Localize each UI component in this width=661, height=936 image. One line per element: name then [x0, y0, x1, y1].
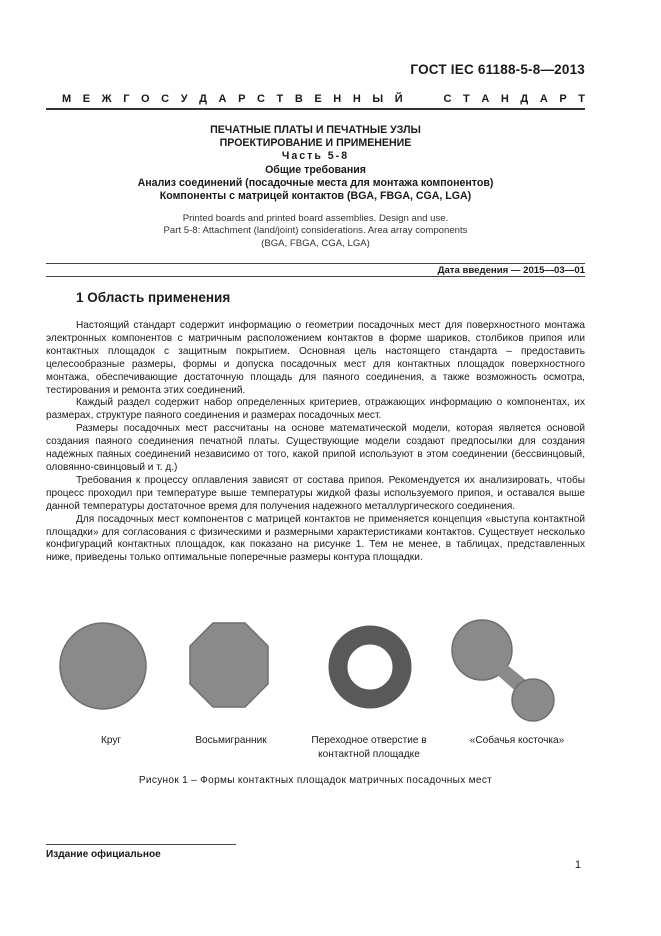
banner-letter — [414, 93, 417, 105]
via-in-pad-ring-shape — [338, 635, 402, 699]
title-block — [46, 124, 585, 203]
title-line-5: Анализ соединений (посадочные места для монтажа компонентов) — [137, 176, 494, 189]
banner-letter: О — [141, 93, 150, 105]
intro-date-rule-bottom — [46, 276, 585, 277]
english-title-line-1: Printed boards and printed board assemblies. Design and use. — [182, 213, 449, 224]
interstate-standard-banner — [62, 93, 585, 105]
title-line-6: Компоненты с матрицей контактов (BGA, FBGA, CGA, LGA) — [159, 190, 472, 203]
circle-pad-shape — [60, 623, 146, 709]
caption-dogbone: «Собачья косточка» — [469, 735, 565, 746]
paragraph: Для посадочных мест компонентов с матрицей контактов не применяется концепция «выступа контактной площадки» для согласования с физическими и размерными характеристиками контактов. Существует несколько конфигураций контактных площадок, как показано на рисунке 1. Тем не менее, в таблицах, представленных ниже, приведены только оптимальные поперечные размеры контура площадки. — [46, 513, 585, 564]
standard-code: ГОСТ IEC 61188-5-8—2013 — [410, 62, 585, 77]
figure-1 — [46, 612, 585, 742]
body-text — [46, 320, 585, 565]
banner-letter: Т — [276, 93, 284, 105]
banner-letter: С — [161, 93, 170, 105]
banner-letter: Р — [559, 93, 567, 105]
banner-letter: У — [180, 93, 188, 105]
intro-date-rule-top — [46, 263, 585, 264]
banner-letter: Д — [520, 93, 529, 105]
caption-octagon: Восьмигранник — [195, 735, 267, 746]
section-title: 1 Область применения — [76, 290, 231, 305]
banner-letter: С — [257, 93, 265, 105]
dogbone-pad-shape — [452, 620, 554, 721]
paragraph: Требования к процессу оплавления зависят от состава припоя. Рекомендуется их анализировать, чтобы процесс проходил при температуре выше температуры жидкой фазы используемого припоя, и оставался выше данной температуры достаточное время для получения надежного металлургического соединения. — [46, 474, 585, 512]
banner-letter: Ы — [372, 93, 384, 105]
caption-via-in-pad — [296, 734, 442, 762]
figure-1-drawing — [46, 612, 585, 732]
banner-letter: Е — [82, 93, 91, 105]
figure-title: Рисунок 1 – Формы контактных площадок матричных посадочных мест — [138, 775, 493, 786]
banner-letter: Р — [238, 93, 246, 105]
intro-date: Дата введения — 2015—03—01 — [437, 265, 585, 276]
caption-via-line-1: Переходное отверстие в — [311, 735, 427, 746]
banner-letter: Н — [500, 93, 509, 105]
banner-letter: Д — [199, 93, 207, 105]
paragraph: Каждый раздел содержит набор определенных критериев, отражающих информацию о компонентах, их размерах, структуре паяного соединения и размерах посадочных мест. — [46, 397, 585, 422]
banner-letter: Й — [394, 93, 403, 105]
caption-via-line-2: контактной площадке — [318, 749, 420, 760]
octagon-pad-shape — [190, 623, 268, 707]
banner-letter: А — [218, 93, 227, 105]
banner-letter: Е — [314, 93, 322, 105]
banner-letter: Н — [352, 93, 361, 105]
title-part: Часть 5-8 — [281, 150, 350, 163]
english-title-line-3: (BGA, FBGA, CGA, LGA) — [261, 237, 370, 249]
paragraph: Настоящий стандарт содержит информацию о геометрии посадочных мест для поверхностного монтажа электронных компонентов с матричным расположением контактов в форме шариков, столбиков припоя или контактных площадок с защитным покрытием. Основная цель настоящего стандарта – предоставить целесообразные размеры, формы и допуска посадочных мест для контактных площадок поверхностного монтажа, обеспечивающие достаточную площадь для паяного соединения, а также возможность осмотра, тестирования и ремонта этих соединений. — [46, 320, 585, 396]
paragraph: Размеры посадочных мест рассчитаны на основе математической модели, которая является основой создания паяного соединения печатной платы. Существующие модели создают предпосылки для создания надежных паяных соединений независимо от того, какой припой используют в этом соединении (бессвинцовый, оловянно-свинцовый и т. д.) — [46, 423, 585, 473]
title-line-4: Общие требования — [265, 163, 366, 176]
banner-letter: М — [62, 93, 72, 105]
banner-letter: Н — [333, 93, 342, 105]
banner-letter: С — [443, 93, 452, 105]
page-number: 1 — [574, 859, 581, 871]
english-title-line-2: Part 5-8: Attachment (land/joint) considerations. Area array components — [163, 225, 468, 237]
banner-letter: Т — [463, 93, 470, 105]
title-line-1: ПЕЧАТНЫЕ ПЛАТЫ И ПЕЧАТНЫЕ УЗЛЫ — [210, 124, 421, 136]
title-line-2: ПРОЕКТИРОВАНИЕ И ПРИМЕНЕНИЕ — [219, 137, 412, 150]
banner-letter — [429, 93, 432, 105]
header-rule — [46, 108, 585, 110]
english-title-block — [46, 213, 585, 250]
footer-rule — [46, 844, 236, 845]
banner-letter: В — [294, 93, 303, 105]
caption-circle: Круг — [100, 735, 122, 746]
banner-letter: Т — [578, 93, 585, 105]
banner-letter: А — [481, 93, 490, 105]
official-edition-label: Издание официальное — [46, 849, 161, 860]
banner-letter: Г — [123, 93, 130, 105]
banner-letter: Ж — [101, 93, 112, 105]
banner-letter: А — [539, 93, 548, 105]
